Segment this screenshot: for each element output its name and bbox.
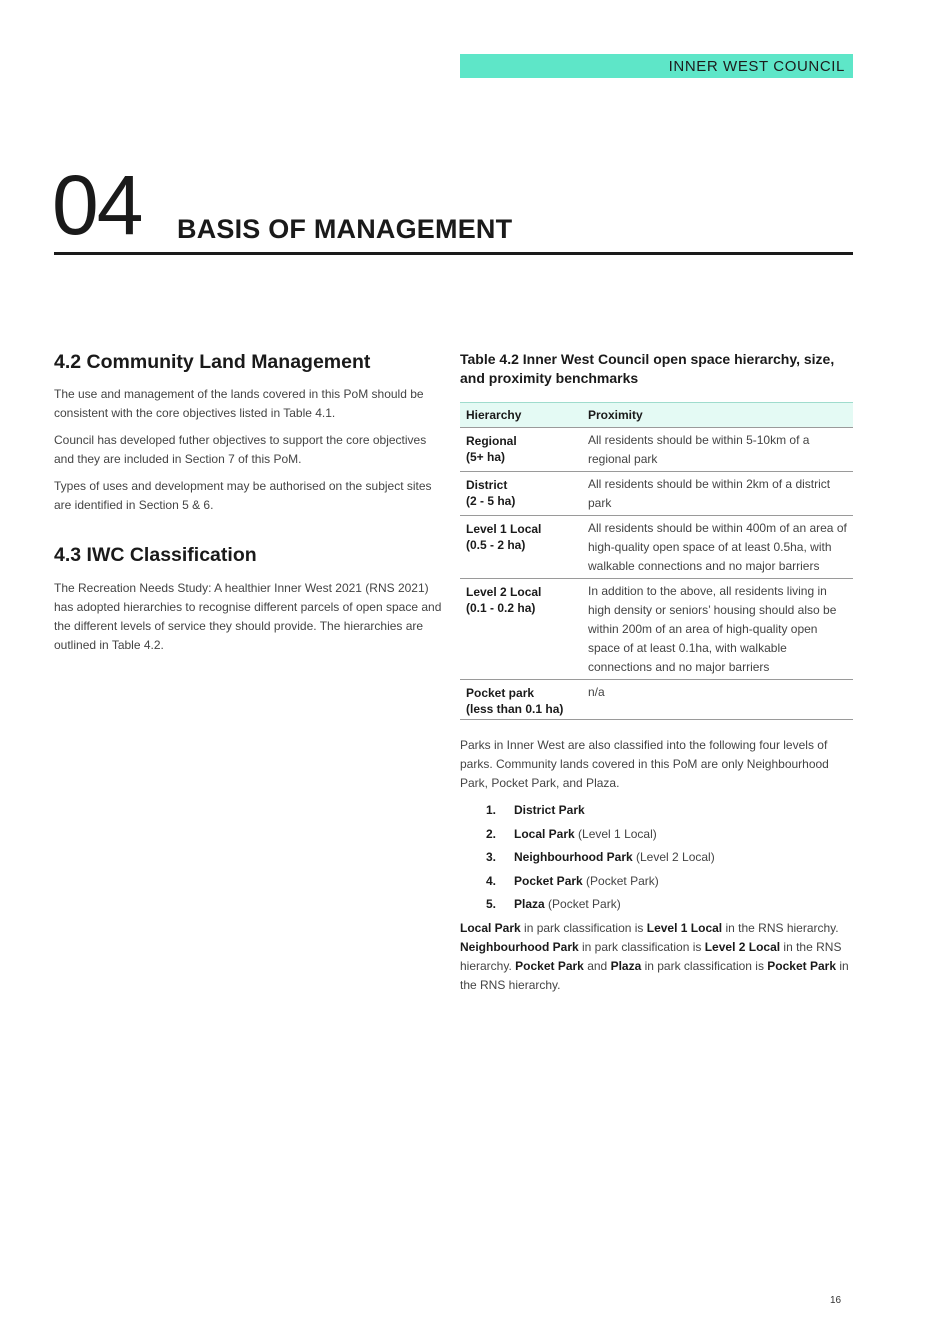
hierarchy-cell bbox=[460, 680, 582, 720]
chapter-number: 04 bbox=[52, 158, 142, 252]
hierarchy-cell bbox=[460, 428, 582, 472]
classification-summary: Local Park in park classification is Level 1 Local in the RNS hierarchy. Neighbourhood Park in park classification is Level 2 Local in the RNS hierarchy. Pocket Park and Plaza in park classification is Pocket Park in the RNS hierarchy. bbox=[460, 920, 849, 992]
section-4-2-heading: 4.2 Community Land Management bbox=[54, 351, 371, 373]
chapter-title: BASIS OF MANAGEMENT bbox=[177, 214, 513, 244]
proximity-cell: All residents should be within 400m of an area of high-quality open space of at least 0.5ha, with walkable connections and no major barriers bbox=[582, 516, 853, 579]
proximity-cell: n/a bbox=[582, 680, 853, 720]
hierarchy-level: Level 2 Local bbox=[466, 585, 542, 599]
header-band bbox=[460, 54, 853, 78]
table-row bbox=[460, 516, 853, 579]
park-level-list bbox=[460, 801, 853, 914]
list-item: 2. Local Park (Level 1 Local) bbox=[486, 826, 657, 841]
list-item: 5. Plaza (Pocket Park) bbox=[486, 897, 621, 911]
hierarchy-level: Level 1 Local bbox=[466, 522, 542, 536]
table-row bbox=[460, 579, 853, 680]
list-item: 4. Pocket Park (Pocket Park) bbox=[486, 873, 659, 888]
section-4-2-paragraph: Council has developed futher objectives to support the core objectives and they are included in Section 7 of this PoM. bbox=[54, 433, 427, 467]
header-hierarchy: Hierarchy bbox=[460, 403, 582, 428]
hierarchy-size: (less than 0.1 ha) bbox=[466, 702, 564, 716]
proximity-cell: All residents should be within 2km of a district park bbox=[582, 472, 853, 516]
hierarchy-size: (0.5 - 2 ha) bbox=[466, 538, 526, 552]
right-column bbox=[460, 350, 853, 1003]
table-row bbox=[460, 472, 853, 516]
header-proximity: Proximity bbox=[582, 403, 853, 428]
proximity-cell: All residents should be within 5-10km of a regional park bbox=[582, 428, 853, 472]
table-row bbox=[460, 428, 853, 472]
hierarchy-level: Regional bbox=[466, 434, 517, 448]
section-4-2-paragraph: Types of uses and development may be authorised on the subject sites are identified in Section 5 & 6. bbox=[54, 479, 432, 513]
section-4-3-heading: 4.3 IWC Classification bbox=[54, 544, 257, 567]
section-4-3-paragraph: The Recreation Needs Study: A healthier Inner West 2021 (RNS 2021) has adopted hierarchies to recognise different parcels of open space and the different levels of service they should provide. The hierarchies are outlined in Table 4.2. bbox=[54, 580, 442, 652]
organisation-name: INNER WEST COUNCIL bbox=[668, 58, 845, 75]
hierarchy-table bbox=[460, 402, 853, 720]
list-item: 1. District Park bbox=[486, 803, 585, 817]
table-caption: Table 4.2 Inner West Council open space hierarchy, size, and proximity benchmarks bbox=[460, 351, 835, 386]
hierarchy-size: (2 - 5 ha) bbox=[466, 494, 516, 508]
hierarchy-level: District bbox=[466, 478, 508, 492]
hierarchy-cell bbox=[460, 472, 582, 516]
page-number: 16 bbox=[830, 1295, 842, 1306]
hierarchy-size: (5+ ha) bbox=[466, 450, 506, 464]
hierarchy-size: (0.1 - 0.2 ha) bbox=[466, 601, 536, 615]
hierarchy-cell bbox=[460, 579, 582, 680]
table-header-row bbox=[460, 403, 853, 428]
chapter-divider bbox=[54, 252, 853, 255]
left-column bbox=[54, 350, 449, 663]
section-4-2-paragraph: The use and management of the lands covered in this PoM should be consistent with the core objectives listed in Table 4.1. bbox=[54, 387, 424, 421]
list-item: 3. Neighbourhood Park (Level 2 Local) bbox=[486, 850, 715, 864]
hierarchy-cell bbox=[460, 516, 582, 579]
table-row bbox=[460, 680, 853, 720]
hierarchy-level: Pocket park bbox=[466, 686, 535, 700]
proximity-cell: In addition to the above, all residents living in high density or seniors’ housing should also be within 200m of an area of high-quality open space of at least 0.1ha, with walkable connections and no major barriers bbox=[582, 579, 853, 680]
parks-intro: Parks in Inner West are also classified into the following four levels of parks. Community lands covered in this PoM are only Neighbourhood Park, Pocket Park, and Plaza. bbox=[460, 738, 829, 790]
